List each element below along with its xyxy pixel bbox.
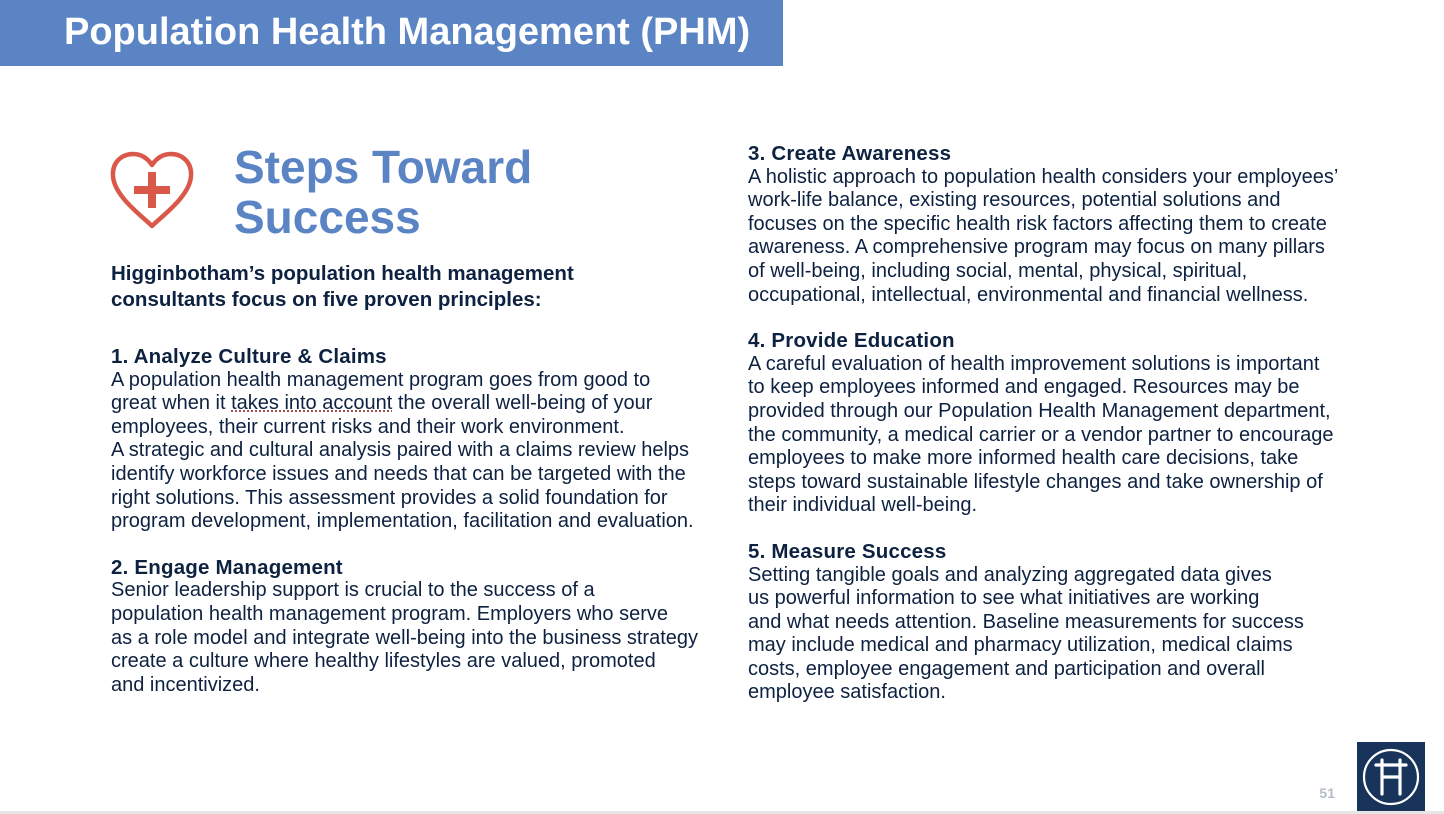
intro-line1: Higginbotham’s population health management	[111, 262, 574, 285]
higginbotham-logo-icon	[1357, 742, 1425, 814]
step-analyze	[111, 345, 701, 534]
step-body: Senior leadership support is crucial to the success of a population health management program. Employers who serve as a role model and integrate well-being into the business strategy create a culture where healthy lifestyles are valued, promoted and incentivized.	[111, 579, 699, 696]
section-title-line2: Success	[234, 191, 421, 243]
header-bar	[0, 0, 783, 66]
section-title-line1: Steps Toward	[234, 141, 533, 193]
step-body	[111, 369, 701, 534]
step-heading: 3. Create Awareness	[748, 142, 952, 165]
step-body-underlined-text: takes into account	[231, 392, 393, 415]
step-body: A careful evaluation of health improvement solutions is important to keep employees informed and engaged. Resources may be provided through our Population Health Management department, the community, a medical carrier or a vendor partner to encourage employees to make more informed health care decisions, take steps toward sustainable lifestyle changes and take ownership of their individual well-being.	[748, 352, 1334, 517]
step-body-text: A population health management program goes from good to great when it	[111, 368, 651, 415]
step-heading: 1. Analyze Culture & Claims	[111, 345, 387, 368]
step-education	[748, 329, 1348, 518]
step-body: Setting tangible goals and analyzing aggregated data gives us powerful information to see what initiatives are working and what needs attention. Baseline measurements for success may include medical and pharmacy utilization, medical claims costs, employee engagement and participation and overall employee satisfaction.	[748, 563, 1304, 704]
step-heading: 2. Engage Management	[111, 555, 343, 579]
left-column	[111, 345, 701, 719]
step-body: A holistic approach to population health considers your employees’ work-life balance, existing resources, potential solutions and focuses on the specific health risk factors affecting them to create awareness. A comprehensive program may focus on many pillars of well-being, including social, mental, physical, spiritual, occupational, intellectual, environmental and financial wellness.	[748, 165, 1339, 306]
page-title: Population Health Management (PHM)	[64, 11, 751, 53]
heart-plus-icon	[108, 150, 196, 232]
page-number: 51	[1319, 785, 1335, 801]
right-column	[748, 142, 1348, 727]
step-heading: 5. Measure Success	[748, 539, 947, 563]
intro-text	[111, 261, 671, 313]
section-title	[234, 142, 532, 242]
intro-line2: consultants focus on five proven principles:	[111, 288, 542, 311]
step-engage	[111, 556, 701, 698]
step-awareness	[748, 142, 1348, 307]
step-body-text: the overall well-being of your employees, their current risks and their work environment. A strategic and cultural analysis paired with a claims review helps identify workforce issues and needs that can be targeted with the right solutions. This assessment provides a solid foundation for program development, implementation, facilitation and evaluation.	[111, 392, 694, 533]
step-heading: 4. Provide Education	[748, 329, 955, 353]
step-measure	[748, 540, 1348, 705]
